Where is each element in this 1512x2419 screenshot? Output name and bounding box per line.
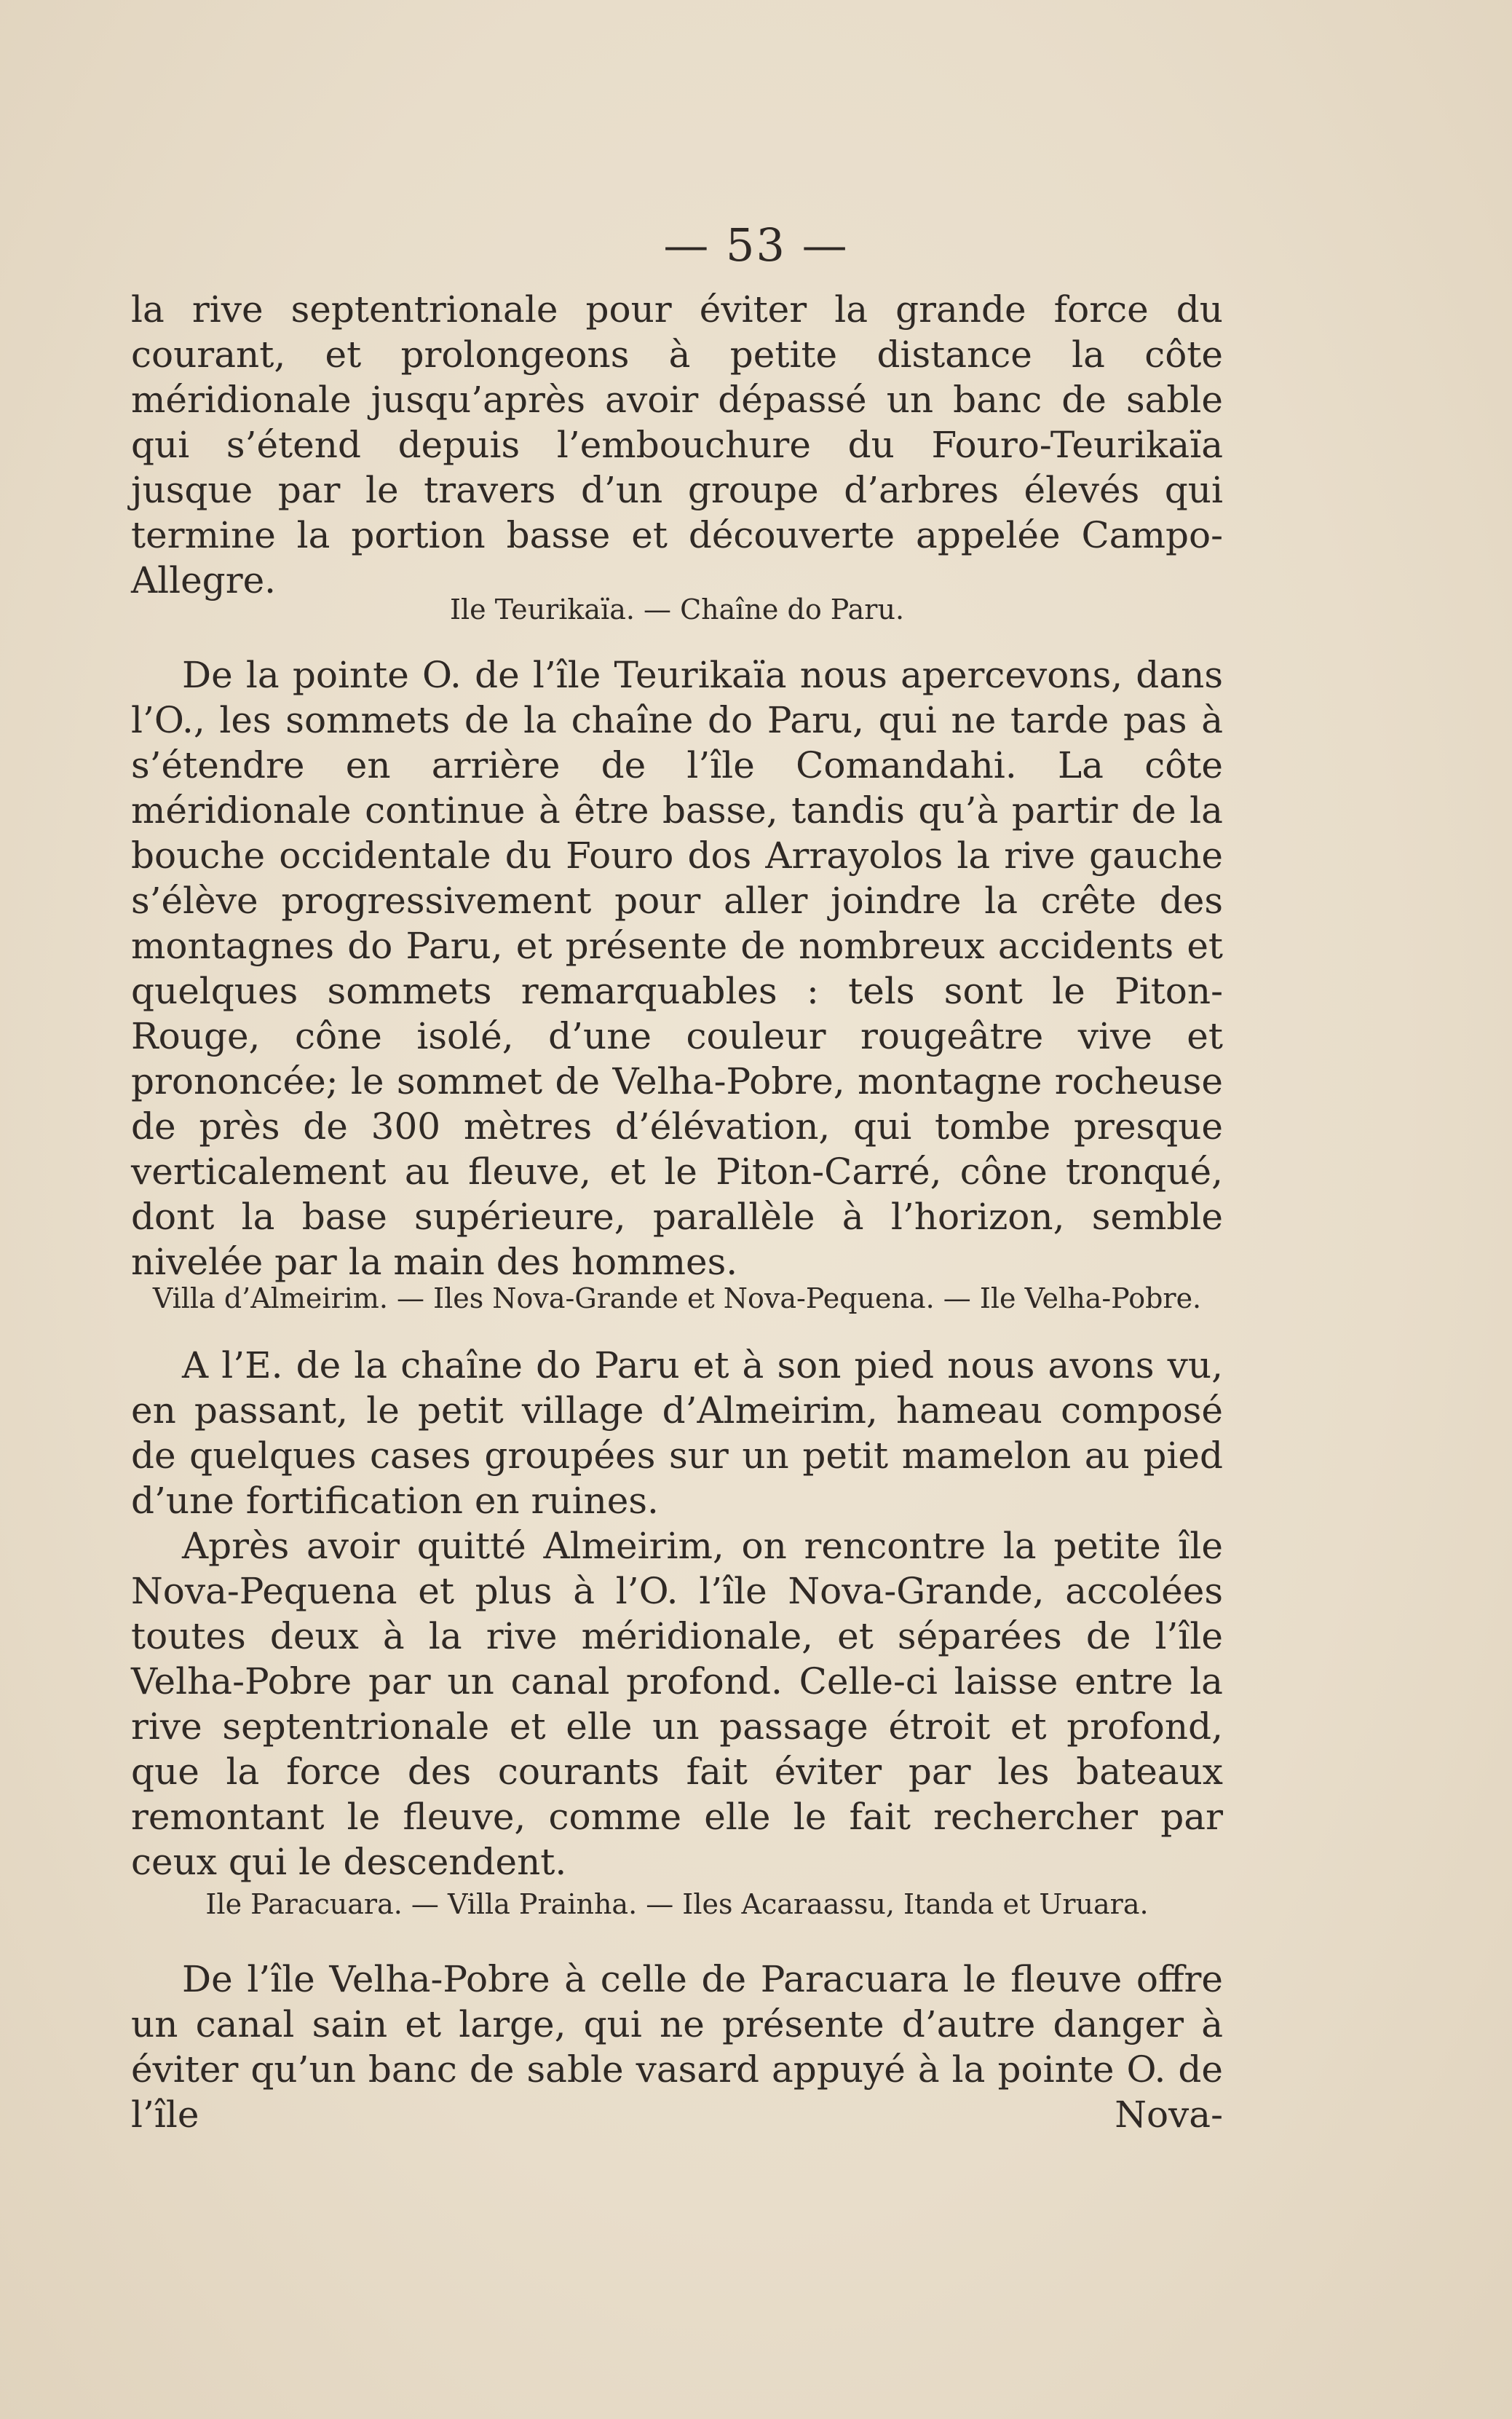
section-intro [131,287,1223,603]
paragraph-4: Après avoir quitté Almeirim, on rencontre la petite île Nova-Pequena et plus à l’O. l’île Nova-Grande, accolées toutes deux à la rive méridionale, et séparées de l’île Velha-Pobre par un canal profond. Celle-ci laisse entre la rive septentrionale et elle un passage étroit et profond, que la force des courants fait éviter par les bateaux remontant le fleuve, comme elle le fait rechercher par ceux qui le descendent. [131,1525,1223,1883]
section-teurikaia [131,652,1223,1285]
heading-ile-paracuara: Ile Paracuara. — Villa Prainha. — Iles Acaraassu, Itanda et Uruara. [205,1888,1149,1920]
paragraph-2: De la pointe O. de l’île Teurikaïa nous apercevons, dans l’O., les sommets de la chaîne do Paru, qui ne tarde pas à s’étendre en arrière de l’île Comandahi. La côte méridionale continue à être basse, tandis qu’à partir de la bouche occidentale du Fouro dos Arrayolos la rive gauche s’élève progressivement pour aller joindre la crête des montagnes do Paru, et présente de nombreux accidents et quelques sommets remarquables : tels sont le Piton-Rouge, cône isolé, d’une couleur rougeâtre vive et prononcée; le sommet de Velha-Pobre, montagne rocheuse de près de 300 mètres d’élévation, qui tombe presque verticalement au fleuve, et le Piton-Carré, cône tronqué, dont la base supérieure, parallèle à l’horizon, semble nivelée par la main des hommes. [131,654,1223,1283]
heading-ile-teurikaia: Ile Teurikaïa. — Chaîne do Paru. [449,593,905,626]
section-paracuara [131,1957,1223,2137]
heading-villa-almeirim: Villa d’Almeirim. — Iles Nova-Grande et Nova-Pequena. — Ile Velha-Pobre. [152,1282,1202,1314]
page-number: — 53 — [663,218,849,272]
paragraph-1: la rive septentrionale pour éviter la grande force du courant, et prolongeons à petite distance la côte méridionale jusqu’après avoir dépassé un banc de sable qui s’étend depuis l’embouchure du Fouro-Teurikaïa jusque par le travers d’un groupe d’arbres élevés qui termine la portion basse et découverte appelée Campo-Allegre. [131,288,1223,601]
paragraph-3: A l’E. de la chaîne do Paru et à son pied nous avons vu, en passant, le petit village d’Almeirim, hameau composé de quelques cases groupées sur un petit mamelon au pied d’une fortification en ruines. [131,1344,1223,1522]
paragraph-5: De l’île Velha-Pobre à celle de Paracuara le fleuve offre un canal sain et large, qui ne présente d’autre danger à éviter qu’un banc de sable vasard appuyé à la pointe O. de l’île Nova- [131,1958,1223,2136]
section-almeirim [131,1343,1223,1885]
